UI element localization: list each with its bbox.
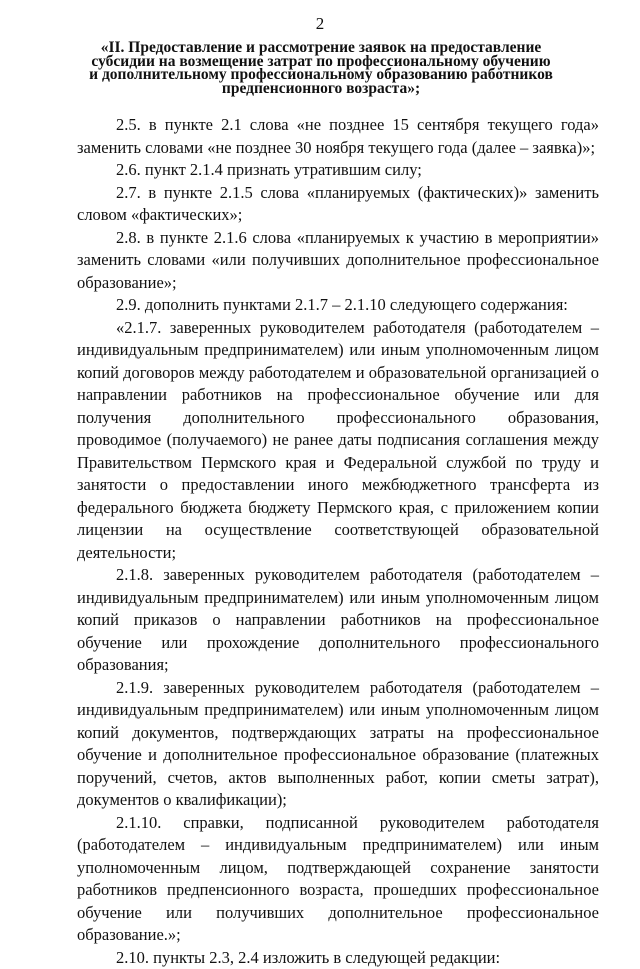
paragraph-2-8: 2.8. в пункте 2.1.6 слова «планируемых к участию в мероприятии» заменить словами «или получивших дополнительное профессиональное образование»; — [77, 227, 599, 295]
paragraph-2-7: 2.7. в пункте 2.1.5 слова «планируемых (фактических)» заменить словом «фактических»; — [77, 182, 599, 227]
section-title-line-2: субсидии на возмещение затрат по профессиональному обучению — [86, 55, 556, 69]
page-number: 2 — [0, 14, 640, 34]
paragraph-2-1-10: 2.1.10. справки, подписанной руководителем работодателя (работодателем – индивидуальным предпринимателем) или иным уполномоченным лицом, подтверждающей сохранение занятости работников предпенсионного возраста, прошедших профессиональное обучение или получивших дополнительное профессиональное образование.»; — [77, 812, 599, 947]
section-title-line-4: предпенсионного возраста»; — [86, 82, 556, 96]
paragraph-2-5: 2.5. в пункте 2.1 слова «не позднее 15 сентября текущего года» заменить словами «не позднее 30 ноября текущего года (далее – заявка)»; — [77, 114, 599, 159]
section-title-line-3: и дополнительному профессиональному образованию работников — [86, 68, 556, 82]
paragraph-2-10: 2.10. пункты 2.3, 2.4 изложить в следующей редакции: — [77, 947, 599, 969]
paragraph-2-9: 2.9. дополнить пунктами 2.1.7 – 2.1.10 следующего содержания: — [77, 294, 599, 317]
paragraph-2-6: 2.6. пункт 2.1.4 признать утратившим силу; — [77, 159, 599, 182]
paragraph-2-1-9: 2.1.9. заверенных руководителем работодателя (работодателем – индивидуальным предпринимателем) или иным уполномоченным лицом копий документов, подтверждающих затраты на профессиональное обучение и дополнительное профессиональное образование (платежных поручений, счетов, актов выполненных работ, копии сметы затрат), документов о квалификации); — [77, 677, 599, 812]
section-title — [86, 41, 556, 95]
paragraph-2-1-8: 2.1.8. заверенных руководителем работодателя (работодателем – индивидуальным предпринимателем) или иным уполномоченным лицом копий приказов о направлении работников на профессиональное обучение или прохождение дополнительного профессионального образования; — [77, 564, 599, 677]
section-title-line-1: «II. Предоставление и рассмотрение заявок на предоставление — [86, 41, 556, 55]
document-body — [77, 114, 599, 969]
paragraph-2-1-7: «2.1.7. заверенных руководителем работодателя (работодателем – индивидуальным предпринимателем) или иным уполномоченным лицом копий договоров между работодателем и образовательной организацией о направлении работников на профессиональное обучение или для получения дополнительного профессионального образования, проводимое (получаемого) не ранее даты подписания соглашения между Правительством Пермского края и Федеральной службой по труду и занятости о предоставлении иного межбюджетного трансферта из федерального бюджета бюджету Пермского края, с приложением копии лицензии на осуществление соответствующей образовательной деятельности; — [77, 317, 599, 565]
